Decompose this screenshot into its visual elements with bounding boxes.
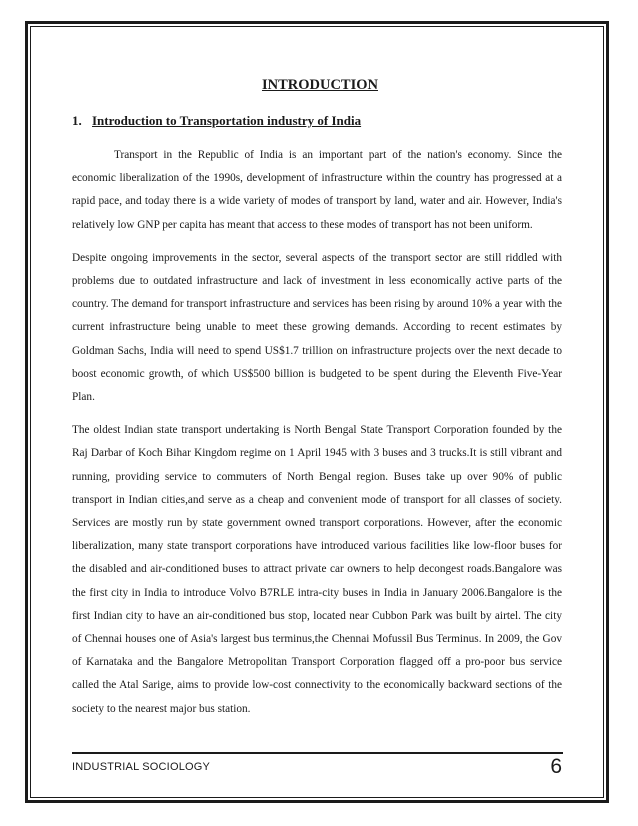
- paragraph-2: Despite ongoing improvements in the sector, several aspects of the transport sector are still riddled with problems due to outdated infrastructure and lack of investment in less economically active parts of the country. The demand for transport infrastructure and services has been rising by around 10% a year with the current infrastructure being unable to meet these growing demands. According to recent estimates by Goldman Sachs, India will need to spend US$1.7 trillion on infrastructure projects over the next decade to boost economic growth, of which US$500 billion is budgeted to be spent during the Eleventh Five-Year Plan.: [72, 251, 562, 404]
- footer-label: INDUSTRIAL SOCIOLOGY: [72, 761, 211, 773]
- paragraph-3: The oldest Indian state transport undertaking is North Bengal State Transport Corporation founded by the Raj Darbar of Koch Bihar Kingdom regime on 1 April 1945 with 3 buses and 3 trucks.It is still vibrant and running, providing service to commuters of North Bengal region. Buses take up over 90% of public transport in Indian cities,and serve as a cheap and convenient mode of transport for all classes of society. Services are mostly run by state government owned transport corporations. However, after the economic liberalization, many state transport corporations have introduced various facilities like low-floor buses for the disabled and air-conditioned buses to attract private car owners to help decongest roads.Bangalore was the first city in India to introduce Volvo B7RLE intra-city buses in India in January 2006.Bangalore is the first Indian city to have an air-conditioned bus stop, located near Cubbon Park was built by airtel. The city of Chennai houses one of Asia's largest bus terminus,the Chennai Mofussil Bus Terminus. In 2009, the Gov of Karnataka and the Bangalore Metropolitan Transport Corporation flagged off a pro-poor bus service called the Atal Sarige, aims to provide low-cost connectivity to the economically backward sections of the society to the nearest major bus station.: [72, 424, 562, 715]
- page-heading: INTRODUCTION: [261, 77, 378, 93]
- section-title-text: Introduction to Transportation industry of India: [92, 113, 362, 128]
- footer-divider: [72, 752, 563, 754]
- page-content: [72, 74, 562, 721]
- paragraph-1: Transport in the Republic of India is an important part of the nation's economy. Since the economic liberalization of the 1990s, development of infrastructure within the country has progressed at a rapid pace, and today there is a wide variety of modes of transport by land, water and air. However, India's relatively low GNP per capita has meant that access to these modes of transport has not been uniform.: [72, 149, 562, 231]
- section-number: 1.: [72, 113, 82, 128]
- section-title: [72, 111, 562, 131]
- page-number: 6: [550, 755, 562, 778]
